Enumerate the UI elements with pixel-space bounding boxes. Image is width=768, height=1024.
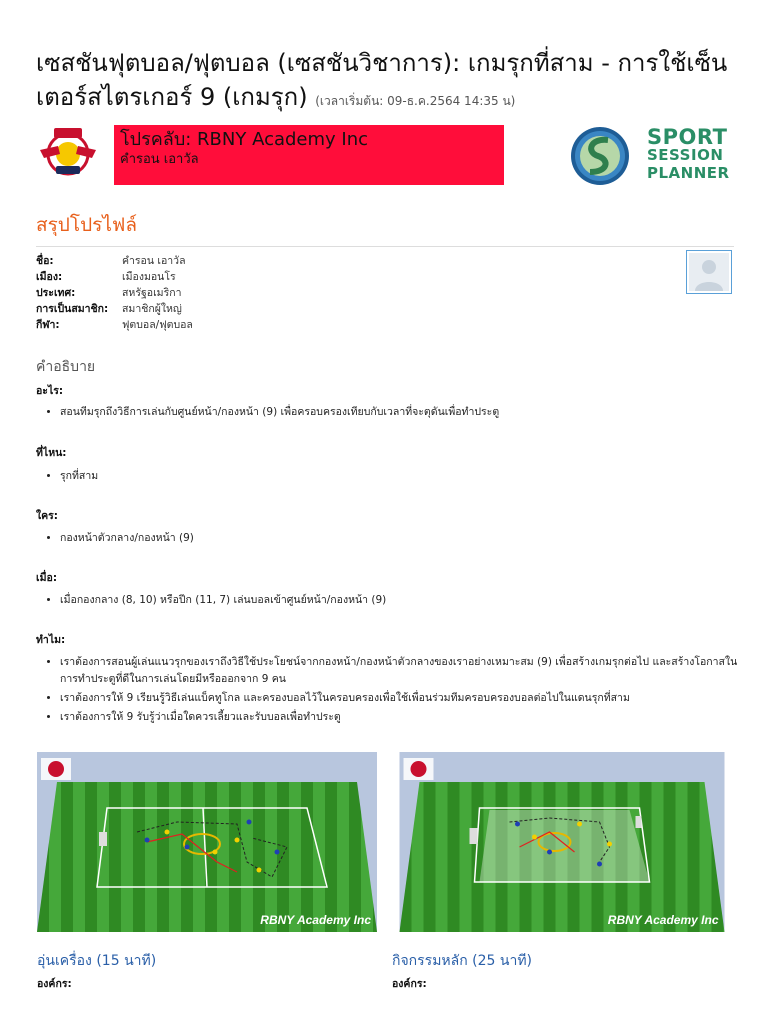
diagram-watermark: RBNY Academy Inc <box>607 913 719 927</box>
profile-label: ชื่อ: <box>36 255 54 267</box>
where-label: ที่ไหน: <box>36 447 67 459</box>
why-list <box>36 654 740 728</box>
who-list <box>36 530 740 549</box>
profile-label: ประเทศ: <box>36 287 76 299</box>
brand-line-2: SESSION <box>647 146 724 164</box>
list-item: • กองหน้าตัวกลาง/กองหน้า (9) <box>60 530 740 547</box>
profile-row-city <box>36 269 193 285</box>
who-label: ใคร: <box>36 510 58 522</box>
list-item: • รุกที่สาม <box>60 468 740 485</box>
brand-wordmark <box>647 125 730 182</box>
profile-label: การเป็นสมาชิก: <box>36 303 109 315</box>
profile-value: ฟุตบอล/ฟุตบอล <box>122 319 193 331</box>
profile-row-country <box>36 285 193 301</box>
profile-summary <box>36 253 193 333</box>
where-list <box>36 468 740 487</box>
list-item: • เมื่อกองกลาง (8, 10) หรือปีก (11, 7) เล่นบอลเข้าศูนย์หน้า/กองหน้า (9) <box>60 592 740 609</box>
avatar-placeholder-icon <box>689 253 729 291</box>
profile-label: เมือง: <box>36 271 63 283</box>
profile-heading: สรุปโปรไฟล์ <box>36 210 734 247</box>
profile-value: เมืองมอนโร <box>122 271 176 283</box>
club-banner <box>114 125 504 185</box>
warmup-diagram[interactable] <box>37 752 377 932</box>
profile-label: กีฬา: <box>36 319 60 331</box>
club-name: โปรคลับ: RBNY Academy Inc <box>120 129 369 150</box>
profile-row-membership <box>36 301 193 317</box>
profile-row-name <box>36 253 193 269</box>
main-activity-org-label: องค์กร: <box>392 978 427 990</box>
why-label: ทำไม: <box>36 634 66 646</box>
warmup-org-label: องค์กร: <box>37 978 72 990</box>
list-item: • เราต้องการให้ 9 รับรู้ว่าเมื่อใดควรเลี้ยวและรับบอลเพื่อทำประตู <box>60 709 740 726</box>
list-item: • เราต้องการสอนผู้เล่นแนวรุกของเราถึงวิธีใช้ประโยชน์จากกองหน้า/กองหน้าตัวกลางของเราอย่างเหมาะสม (9) เพื่อสร้างเกมรุกต่อไป และสร้างโอกาสในการทำประตูที่ดีในการเล่นโดยมีหรือออกจาก 9 คน <box>60 654 740 688</box>
avatar[interactable] <box>686 250 732 294</box>
what-list <box>36 404 740 423</box>
coach-name: คำรอน เอาวัล <box>120 152 199 167</box>
warmup-title: อุ่นเครื่อง (15 นาที) <box>37 953 157 969</box>
main-activity-title: กิจกรรมหลัก (25 นาที) <box>392 953 533 969</box>
session-start-time: (เวลาเริ่มต้น: 09-ธ.ค.2564 14:35 น) <box>315 94 516 108</box>
profile-value: สหรัฐอเมริกา <box>122 287 182 299</box>
when-label: เมื่อ: <box>36 572 58 584</box>
brand-line-3: PLANNER <box>647 164 730 182</box>
description-heading: คำอธิบาย <box>36 359 96 375</box>
what-label: อะไร: <box>36 385 64 397</box>
session-title: เซสชันฟุตบอล/ฟุตบอล (เซสชันวิชาการ): เกมรุกที่สาม - การใช้เซ็นเตอร์สไตรเกอร์ 9 (เกมรุก) <box>36 49 728 111</box>
diagram-watermark: RBNY Academy Inc <box>260 913 371 927</box>
list-item: • เราต้องการให้ 9 เรียนรู้วิธีเล่นแบ็คทูโกล และครองบอลไว้ในครอบครองเพื่อใช้เพื่อนร่วมทีมครอบครองบอลต่อไปในแดนรุกที่สาม <box>60 690 740 707</box>
profile-value: คำรอน เอาวัล <box>122 255 186 267</box>
list-item: • สอนทีมรุกถึงวิธีการเล่นกับศูนย์หน้า/กองหน้า (9) เพื่อครอบครองเทียบกับเวลาที่จะตุดันเพื่อทำประตู <box>60 404 740 421</box>
profile-value: สมาชิกผู้ใหญ่ <box>122 303 182 315</box>
brand-line-1: SPORT <box>647 125 728 149</box>
profile-row-sport <box>36 317 193 333</box>
main-activity-diagram[interactable] <box>392 752 732 932</box>
when-list <box>36 592 740 611</box>
page-title <box>36 46 736 118</box>
club-logo-icon <box>36 124 100 178</box>
